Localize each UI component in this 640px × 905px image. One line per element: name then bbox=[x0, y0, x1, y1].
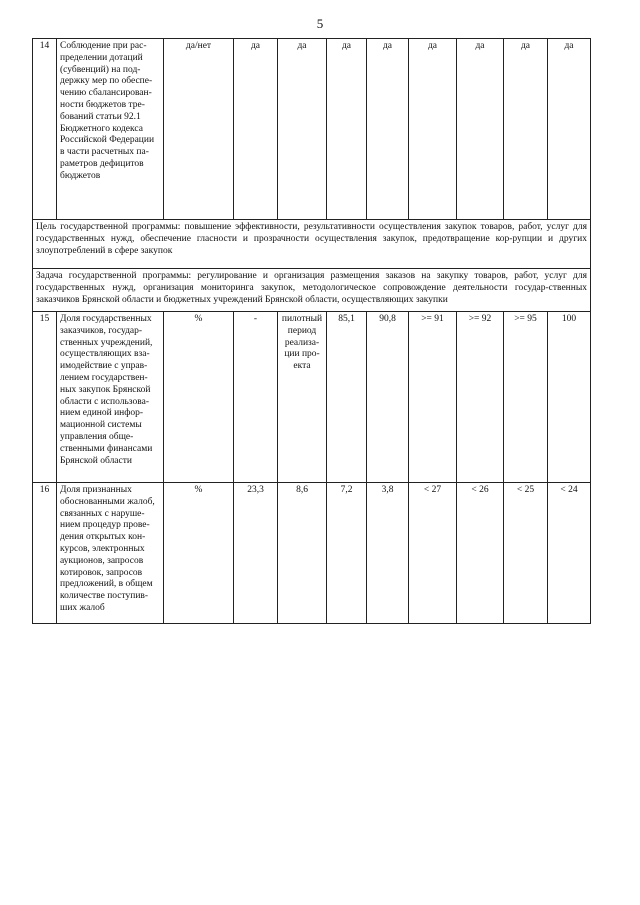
value-cell: >= 95 bbox=[504, 312, 548, 483]
value-cell: да bbox=[548, 39, 591, 220]
value-cell: 3,8 bbox=[367, 483, 409, 624]
program-goal: Цель государственной программы: повышение эффективности, результативности осуществления закупок товаров, работ, услуг для государственных нужд, обеспечение гласности и прозрачности осуществления закупок, предотвращение кор-рупции и других злоупотреблений в сфере закупок bbox=[33, 220, 591, 269]
table-row bbox=[33, 39, 591, 220]
value-cell: да bbox=[278, 39, 327, 220]
value-cell: < 24 bbox=[548, 483, 591, 624]
indicator-name: Соблюдение при рас-пределении дотаций (субвенций) на под-держку мер по обеспе-чению сбалансирован-ности бюджетов тре-бований статьи 92.1 Бюджетного кодекса Российской Федерации в части расчетных па-раметров дефицитов бюджетов bbox=[57, 39, 164, 220]
unit-cell: % bbox=[164, 483, 234, 624]
value-cell: да bbox=[457, 39, 504, 220]
task-row bbox=[33, 269, 591, 312]
row-number: 14 bbox=[33, 39, 57, 220]
value-cell: >= 91 bbox=[409, 312, 457, 483]
value-cell: да bbox=[327, 39, 367, 220]
value-cell: да bbox=[367, 39, 409, 220]
value-cell: < 26 bbox=[457, 483, 504, 624]
unit-cell: да/нет bbox=[164, 39, 234, 220]
table-row bbox=[33, 312, 591, 483]
value-cell: 90,8 bbox=[367, 312, 409, 483]
program-task: Задача государственной программы: регулирование и организация размещения заказов на закупку товаров, работ, услуг для государственных нужд, организация мониторинга закупок, методологическое сопровождение деятельности государ-ственных заказчиков Брянской области и бюджетных учреждений Брянской области, осуществляющих закупки bbox=[33, 269, 591, 312]
value-cell: 100 bbox=[548, 312, 591, 483]
value-cell: < 25 bbox=[504, 483, 548, 624]
value-cell: да bbox=[409, 39, 457, 220]
value-cell: >= 92 bbox=[457, 312, 504, 483]
value-cell: < 27 bbox=[409, 483, 457, 624]
value-cell: да bbox=[504, 39, 548, 220]
value-cell: 85,1 bbox=[327, 312, 367, 483]
value-cell: 7,2 bbox=[327, 483, 367, 624]
value-cell: 8,6 bbox=[278, 483, 327, 624]
value-cell: 23,3 bbox=[234, 483, 278, 624]
unit-cell: % bbox=[164, 312, 234, 483]
indicator-name: Доля признанных обоснованными жалоб, связанных с наруше-нием процедур прове-дения открытых кон-курсов, электронных аукционов, запросов котировок, запросов предложений, в общем количестве поступив-ших жалоб bbox=[57, 483, 164, 624]
table-row bbox=[33, 483, 591, 624]
value-cell: пилотный период реализа-ции про-екта bbox=[278, 312, 327, 483]
goal-row bbox=[33, 220, 591, 269]
row-number: 15 bbox=[33, 312, 57, 483]
page-number: 5 bbox=[316, 16, 324, 31]
row-number: 16 bbox=[33, 483, 57, 624]
indicators-table bbox=[32, 38, 591, 624]
value-cell: да bbox=[234, 39, 278, 220]
indicator-name: Доля государственных заказчиков, государ-ственных учреждений, осуществляющих вза-имодействие с управ-лением государствен-ных закупок Брянской области с использова-нием единой инфор-мационной системы управления обще-ственными финансами Брянской области bbox=[57, 312, 164, 483]
value-cell: - bbox=[234, 312, 278, 483]
